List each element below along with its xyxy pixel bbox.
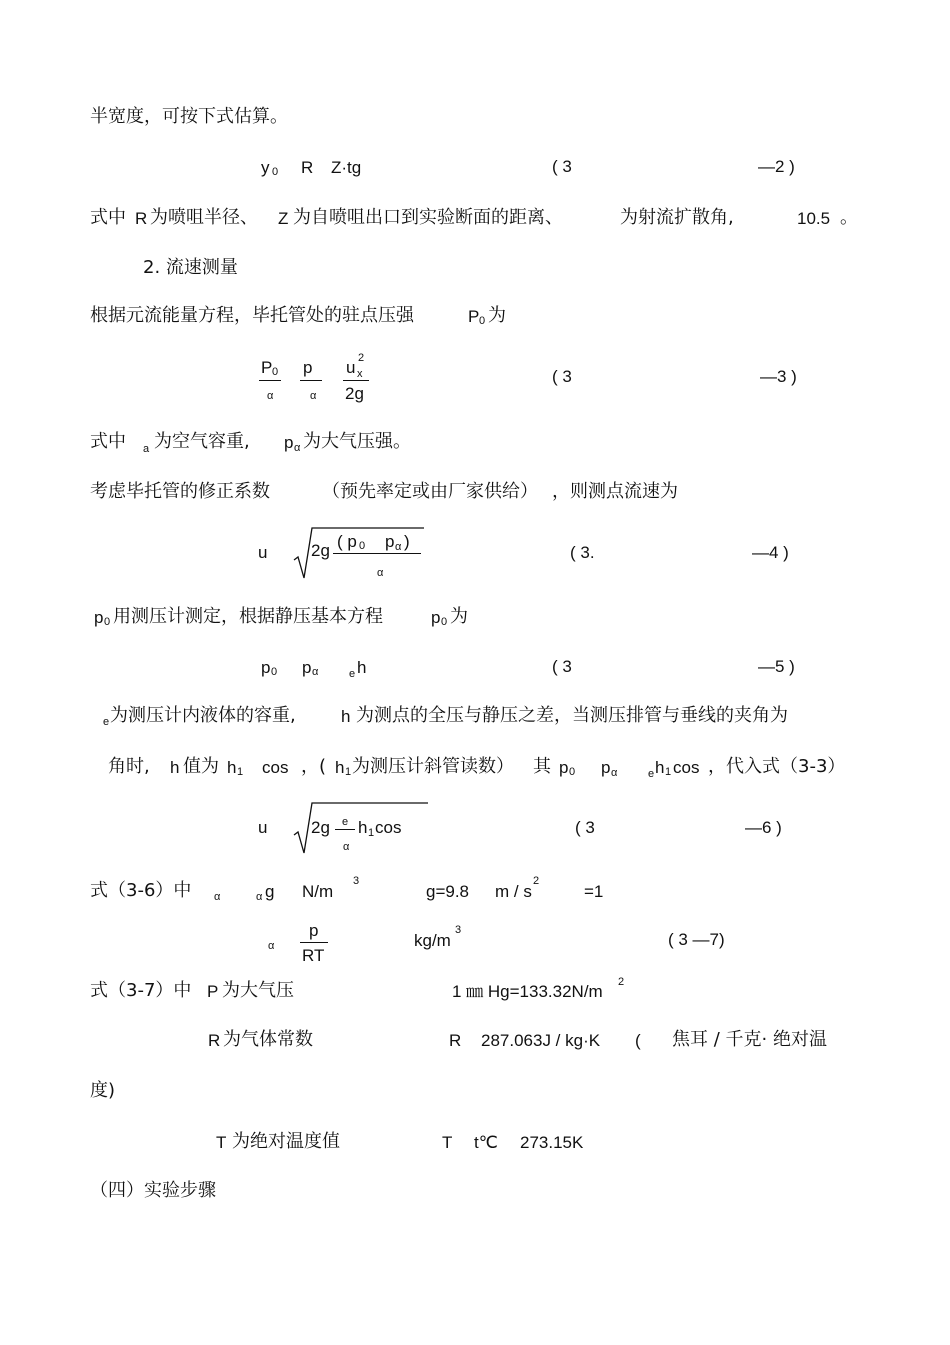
inline-symbol: T — [216, 1133, 227, 1152]
inline-symbol: ( — [635, 1031, 641, 1050]
text-line: 。 — [840, 207, 858, 228]
inline-subscript: a — [143, 443, 150, 455]
inline-symbol: p — [559, 758, 569, 777]
formula-symbol: p — [303, 358, 313, 377]
formula-symbol: p — [385, 532, 395, 551]
text-line: 为大气压 — [222, 980, 294, 1001]
inline-subscript: 0 — [104, 616, 111, 628]
inline-symbol: h — [227, 758, 237, 777]
formula-symbol: p — [302, 658, 312, 677]
formula-symbol: p — [261, 658, 271, 677]
formula-subscript: 0 — [359, 540, 366, 552]
formula-symbol: u — [346, 358, 356, 377]
formula-symbol: u — [258, 543, 268, 562]
inline-subscript: α — [256, 891, 263, 903]
inline-subscript: α — [214, 891, 221, 903]
inline-subscript: 1 — [665, 766, 672, 778]
inline-subscript: 1 — [345, 766, 352, 778]
fraction-bar — [300, 380, 322, 381]
formula-symbol: RT — [302, 946, 325, 965]
formula-subscript: e — [349, 668, 356, 680]
inline-symbol: g=9.8 — [426, 882, 470, 901]
inline-superscript: 3 — [353, 875, 360, 887]
equation-number: ( 3. — [570, 543, 595, 562]
formula-symbol: y — [261, 158, 270, 177]
formula-alpha: α — [343, 841, 350, 853]
inline-symbol: t℃ — [474, 1133, 498, 1152]
formula-symbol: p — [309, 921, 319, 940]
text-line: 用测压计测定，根据静压基本方程 — [113, 606, 383, 627]
text-line: 式中 — [90, 431, 126, 452]
text-line: 为绝对温度值 — [232, 1131, 340, 1152]
equation-number: —2 ) — [758, 157, 795, 176]
inline-subscript: 0 — [441, 616, 448, 628]
formula-symbol: Z·tg — [331, 158, 362, 177]
inline-subscript: e — [103, 716, 110, 728]
formula-subscript: α — [395, 541, 402, 553]
inline-superscript: 2 — [533, 875, 540, 887]
inline-symbol: 287.063J / kg·K — [481, 1031, 601, 1050]
equation-number: ( 3 — [552, 657, 572, 676]
formula-symbol: ) — [404, 532, 410, 551]
formula-symbol: u — [258, 818, 268, 837]
inline-symbol: R — [208, 1031, 221, 1050]
fraction-bar — [335, 829, 355, 830]
formula-alpha: α — [268, 940, 275, 952]
formula-symbol: 2g — [311, 818, 330, 837]
inline-subscript: α — [611, 767, 618, 779]
formula-subscript: e — [342, 816, 349, 828]
inline-symbol: 10.5 — [797, 209, 831, 228]
text-line: 为 — [488, 305, 506, 326]
inline-subscript: 0 — [479, 315, 486, 327]
inline-symbol: p — [94, 608, 104, 627]
equation-number: ( 3 — [552, 367, 572, 386]
formula-subscript: 1 — [368, 827, 375, 839]
formula-symbol: P — [261, 358, 273, 377]
inline-symbol: h — [341, 707, 351, 726]
text-line: 为空气容重, — [154, 431, 250, 452]
inline-symbol: 1 ㎜ Hg=133.32N/m — [452, 982, 603, 1001]
inline-symbol: N/m — [302, 882, 334, 901]
formula-superscript: 3 — [455, 924, 462, 936]
inline-symbol: p — [431, 608, 441, 627]
inline-symbol: cos — [673, 758, 700, 777]
text-line: 为 — [450, 606, 468, 627]
formula-symbol: ( p — [337, 532, 357, 551]
text-line: 为喷咀半径、 — [150, 207, 258, 228]
text-line: 其 — [533, 756, 551, 777]
text-line: 根据元流能量方程，毕托管处的驻点压强 — [90, 305, 414, 326]
inline-symbol: cos — [262, 758, 289, 777]
inline-symbol: =1 — [584, 882, 604, 901]
text-line: 焦耳 / 千克· 绝对温 — [672, 1029, 827, 1050]
formula-alpha: α — [310, 390, 317, 402]
fraction-bar — [300, 942, 328, 943]
inline-symbol: R — [449, 1031, 462, 1050]
fraction-bar — [333, 553, 421, 554]
formula-subscript: 0 — [272, 166, 279, 178]
text-line: 式（3-7）中 — [90, 980, 192, 1001]
inline-symbol: g — [265, 882, 275, 901]
inline-symbol: p — [601, 758, 611, 777]
text-line: 为测压计斜管读数） — [352, 756, 514, 777]
text-line: ，( — [301, 756, 327, 777]
section-heading: （四）实验步骤 — [90, 1180, 216, 1201]
text-line: 式中 — [90, 207, 126, 228]
formula-subscript: 0 — [272, 366, 279, 378]
inline-subscript: 1 — [237, 766, 244, 778]
text-line: 式（3-6）中 — [90, 880, 192, 901]
equation-number: —4 ) — [752, 543, 789, 562]
formula-symbol: kg/m — [414, 931, 451, 950]
inline-symbol: h — [170, 758, 180, 777]
text-line: 半宽度，可按下式估算。 — [90, 106, 288, 127]
inline-symbol: m / s — [495, 882, 532, 901]
text-line: 为射流扩散角, — [620, 207, 734, 228]
formula-symbol: R — [301, 158, 314, 177]
formula-symbol: 2g — [345, 384, 364, 403]
equation-number: ( 3 — [552, 157, 572, 176]
equation-number: —3 ) — [760, 367, 797, 386]
formula-alpha: α — [267, 390, 274, 402]
text-line: 为自喷咀出口到实验断面的距离、 — [293, 207, 563, 228]
inline-symbol: T — [442, 1133, 453, 1152]
text-line: ，则测点流速为 — [552, 481, 678, 502]
inline-symbol: p — [284, 433, 294, 452]
inline-subscript: e — [648, 768, 655, 780]
inline-symbol: 273.15K — [520, 1133, 584, 1152]
text-line: 为测点的全压与静压之差，当测压排管与垂线的夹角为 — [356, 705, 788, 726]
inline-symbol: P — [468, 307, 480, 326]
formula-alpha: α — [377, 567, 384, 579]
text-line: 为气体常数 — [223, 1029, 313, 1050]
inline-superscript: 2 — [618, 976, 625, 988]
formula-subscript: α — [312, 666, 319, 678]
text-line: 为测压计内液体的容重, — [110, 705, 296, 726]
inline-subscript: 0 — [569, 766, 576, 778]
inline-symbol: R — [135, 209, 148, 228]
formula-subscript: x — [357, 368, 363, 380]
inline-subscript: α — [294, 442, 301, 454]
equation-number: —5 ) — [758, 657, 795, 676]
formula-superscript: 2 — [358, 352, 365, 364]
text-line: （预先率定或由厂家供给） — [322, 481, 538, 502]
inline-symbol: Z — [278, 209, 289, 228]
text-line: 度) — [90, 1080, 116, 1101]
formula-subscript: 0 — [271, 666, 278, 678]
text-line: 考虑毕托管的修正系数 — [90, 481, 270, 502]
text-line: ，代入式（3-3） — [708, 756, 846, 777]
formula-symbol: h — [358, 818, 368, 837]
equation-number: —6 ) — [745, 818, 782, 837]
equation-number: ( 3 — [575, 818, 595, 837]
inline-symbol: P — [207, 982, 219, 1001]
text-line: 值为 — [183, 756, 219, 777]
inline-symbol: h — [655, 758, 665, 777]
fraction-bar — [259, 380, 281, 381]
equation-number: ( 3 —7) — [668, 930, 725, 949]
text-line: 为大气压强。 — [303, 431, 411, 452]
formula-symbol: cos — [375, 818, 402, 837]
formula-symbol: h — [357, 658, 367, 677]
fraction-bar — [343, 380, 369, 381]
section-heading: 2. 流速测量 — [143, 257, 238, 278]
text-line: 角时, — [108, 756, 150, 777]
inline-symbol: h — [335, 758, 345, 777]
formula-symbol: 2g — [311, 541, 330, 560]
